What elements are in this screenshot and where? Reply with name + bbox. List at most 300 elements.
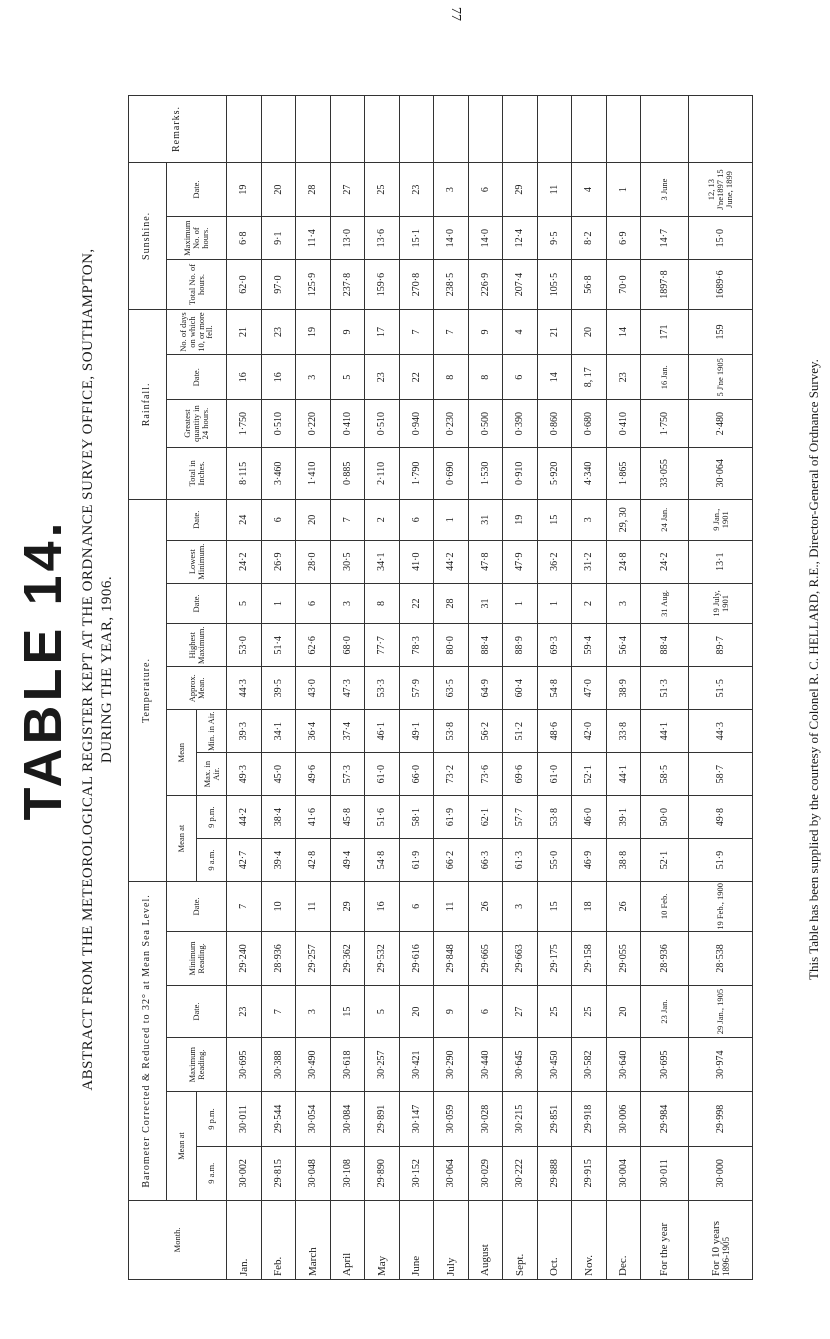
s-max-cell: 12·4 [503, 217, 538, 260]
remarks-cell [330, 96, 365, 163]
b-max-date-cell: 7 [261, 986, 296, 1038]
b-max-cell: 30·440 [468, 1038, 503, 1092]
s-max-date-cell: 11 [537, 162, 572, 216]
t-low-date-cell: 29, 30 [606, 499, 641, 540]
r-days-cell: 17 [365, 309, 400, 354]
r-24h-cell: 0·940 [399, 400, 434, 447]
r-total-cell: 0·910 [503, 447, 538, 499]
b-pm-cell: 30·059 [434, 1092, 469, 1146]
t-low-cell: 28·0 [296, 540, 331, 583]
t-max-air-cell: 52·1 [572, 753, 607, 796]
b-am-cell: 30·000 [689, 1146, 753, 1200]
month-label: For the year [658, 1222, 671, 1276]
b-pm-cell: 29·891 [365, 1092, 400, 1146]
b-am-cell: 30·004 [606, 1146, 641, 1200]
remarks-cell [399, 96, 434, 163]
group-remarks: Remarks. [129, 96, 227, 163]
col-rain-days: No. of days on which 10, or more fell. [167, 309, 227, 354]
t-pm-cell: 41·6 [296, 796, 331, 839]
col-temp-highest: Highest Maximum. [167, 624, 227, 667]
t-max-air-cell: 49·6 [296, 753, 331, 796]
year-total-row [641, 96, 689, 1280]
s-total-cell: 207·4 [503, 260, 538, 310]
meteorological-table-wrapper [128, 95, 753, 1280]
b-max-date-cell: 25 [572, 986, 607, 1038]
t-pm-cell: 45·8 [330, 796, 365, 839]
t-high-date-cell: 6 [296, 583, 331, 624]
r-24h-cell: 0·220 [296, 400, 331, 447]
s-max-date-cell: 27 [330, 162, 365, 216]
r-24h-date-cell: 5 J'ne 1905 [689, 355, 753, 400]
t-approx-cell: 63·5 [434, 667, 469, 710]
t-high-date-cell: 8 [365, 583, 400, 624]
b-pm-cell: 30·084 [330, 1092, 365, 1146]
b-min-date-cell: 3 [503, 882, 538, 932]
b-pm-cell: 30·215 [503, 1092, 538, 1146]
r-24h-cell: 0·510 [365, 400, 400, 447]
remarks-cell [261, 96, 296, 163]
r-days-cell: 21 [227, 309, 262, 354]
b-max-date-cell: 27 [503, 986, 538, 1038]
r-24h-date-cell: 22 [399, 355, 434, 400]
b-min-cell: 29·532 [365, 931, 400, 985]
t-am-cell: 54·8 [365, 839, 400, 882]
r-24h-date-cell: 23 [365, 355, 400, 400]
r-total-cell: 33·055 [641, 447, 689, 499]
t-am-cell: 39·4 [261, 839, 296, 882]
t-min-air-cell: 42·0 [572, 710, 607, 753]
b-max-cell: 30·290 [434, 1038, 469, 1092]
t-max-air-cell: 58·7 [689, 753, 753, 796]
b-max-cell: 30·421 [399, 1038, 434, 1092]
s-max-cell: 11·4 [296, 217, 331, 260]
t-low-date-cell: 1 [434, 499, 469, 540]
month-label: April [341, 1252, 354, 1276]
s-max-cell: 14·0 [468, 217, 503, 260]
month-cell [641, 1200, 689, 1279]
s-total-cell: 105·5 [537, 260, 572, 310]
t-high-date-cell: 19 July, 1901 [689, 583, 753, 624]
s-max-cell: 13·0 [330, 217, 365, 260]
r-24h-date-cell: 16 [261, 355, 296, 400]
group-barometer: Barometer Corrected & Reduced to 32° at Mean Sea Level. [129, 882, 167, 1201]
table-subtitle-line1: ABSTRACT FROM THE METEOROLOGICAL REGISTER KEPT AT THE ORDNANCE SURVEY OFFICE, SOUTHAMPTON, [80, 248, 96, 1091]
t-low-cell: 47·9 [503, 540, 538, 583]
t-high-cell: 59·4 [572, 624, 607, 667]
r-24h-date-cell: 5 [330, 355, 365, 400]
t-high-date-cell: 3 [330, 583, 365, 624]
group-temperature: Temperature. [129, 499, 167, 881]
r-total-cell: 4·340 [572, 447, 607, 499]
t-pm-cell: 61·9 [434, 796, 469, 839]
t-min-air-cell: 53·8 [434, 710, 469, 753]
t-low-date-cell: 6 [261, 499, 296, 540]
r-24h-cell: 0·680 [572, 400, 607, 447]
remarks-cell [641, 96, 689, 163]
s-total-cell: 97·0 [261, 260, 296, 310]
table-row [503, 96, 538, 1280]
s-total-cell: 70·0 [606, 260, 641, 310]
table-row [330, 96, 365, 1280]
s-max-date-cell: 3 June [641, 162, 689, 216]
b-min-cell: 29·175 [537, 931, 572, 985]
b-max-cell: 30·618 [330, 1038, 365, 1092]
b-am-cell: 30·064 [434, 1146, 469, 1200]
s-max-date-cell: 20 [261, 162, 296, 216]
t-high-date-cell: 22 [399, 583, 434, 624]
b-am-cell: 30·152 [399, 1146, 434, 1200]
b-min-cell: 28·538 [689, 931, 753, 985]
s-total-cell: 56·8 [572, 260, 607, 310]
t-low-cell: 31·2 [572, 540, 607, 583]
s-max-date-cell: 12, 13 J'ne1897 15 June, 1899 [689, 162, 753, 216]
r-24h-cell: 1·750 [641, 400, 689, 447]
t-high-cell: 88·9 [503, 624, 538, 667]
t-max-air-cell: 58·5 [641, 753, 689, 796]
r-days-cell: 171 [641, 309, 689, 354]
t-low-cell: 47·8 [468, 540, 503, 583]
b-am-cell: 29·915 [572, 1146, 607, 1200]
s-max-cell: 14·7 [641, 217, 689, 260]
month-sub-label: 1896-1905 [720, 1237, 731, 1276]
t-high-date-cell: 31 Aug. [641, 583, 689, 624]
b-min-date-cell: 15 [537, 882, 572, 932]
r-24h-date-cell: 3 [296, 355, 331, 400]
table-row [227, 96, 262, 1280]
t-high-date-cell: 1 [261, 583, 296, 624]
remarks-cell [227, 96, 262, 163]
b-min-date-cell: 11 [296, 882, 331, 932]
b-max-date-cell: 5 [365, 986, 400, 1038]
t-high-date-cell: 31 [468, 583, 503, 624]
t-min-air-cell: 44·1 [641, 710, 689, 753]
t-approx-cell: 53·3 [365, 667, 400, 710]
col-baro-min: Minimum Reading. [167, 931, 227, 985]
b-pm-cell: 29·544 [261, 1092, 296, 1146]
s-total-cell: 237·8 [330, 260, 365, 310]
ten-year-row [689, 96, 753, 1280]
r-24h-date-cell: 23 [606, 355, 641, 400]
r-24h-date-cell: 16 Jan. [641, 355, 689, 400]
s-max-cell: 15·0 [689, 217, 753, 260]
t-low-cell: 24·8 [606, 540, 641, 583]
s-max-date-cell: 28 [296, 162, 331, 216]
b-max-date-cell: 9 [434, 986, 469, 1038]
b-min-cell: 29·848 [434, 931, 469, 985]
b-pm-cell: 29·851 [537, 1092, 572, 1146]
t-pm-cell: 49·8 [689, 796, 753, 839]
t-low-cell: 30·5 [330, 540, 365, 583]
col-temp-lowest: Lowest Minimum. [167, 540, 227, 583]
b-pm-cell: 30·006 [606, 1092, 641, 1146]
t-pm-cell: 39·1 [606, 796, 641, 839]
t-pm-cell: 46·0 [572, 796, 607, 839]
t-low-date-cell: 9 Jan., 1901 [689, 499, 753, 540]
t-high-cell: 88·4 [641, 624, 689, 667]
group-rainfall: Rainfall. [129, 309, 167, 499]
t-low-cell: 41·0 [399, 540, 434, 583]
col-temp-min-air: Min. in Air. [197, 710, 227, 753]
r-24h-date-cell: 8, 17 [572, 355, 607, 400]
t-am-cell: 55·0 [537, 839, 572, 882]
s-max-cell: 13·6 [365, 217, 400, 260]
t-min-air-cell: 39·3 [227, 710, 262, 753]
s-total-cell: 238·5 [434, 260, 469, 310]
r-24h-date-cell: 6 [503, 355, 538, 400]
t-high-cell: 89·7 [689, 624, 753, 667]
t-low-cell: 34·1 [365, 540, 400, 583]
t-am-cell: 61·9 [399, 839, 434, 882]
month-label: March [306, 1247, 319, 1276]
t-high-date-cell: 5 [227, 583, 262, 624]
remarks-cell [572, 96, 607, 163]
month-cell [365, 1200, 400, 1279]
b-min-cell: 29·055 [606, 931, 641, 985]
col-rain-24h-date: Date. [167, 355, 227, 400]
t-approx-cell: 39·5 [261, 667, 296, 710]
s-max-cell: 6·9 [606, 217, 641, 260]
t-low-date-cell: 20 [296, 499, 331, 540]
t-am-cell: 46·9 [572, 839, 607, 882]
r-24h-date-cell: 14 [537, 355, 572, 400]
table-row [434, 96, 469, 1280]
t-low-date-cell: 3 [572, 499, 607, 540]
month-label: July [444, 1257, 457, 1276]
r-days-cell: 21 [537, 309, 572, 354]
t-approx-cell: 54·8 [537, 667, 572, 710]
t-approx-cell: 43·0 [296, 667, 331, 710]
t-pm-cell: 53·8 [537, 796, 572, 839]
b-max-cell: 30·695 [227, 1038, 262, 1092]
month-cell [227, 1200, 262, 1279]
t-high-date-cell: 1 [503, 583, 538, 624]
t-min-air-cell: 34·1 [261, 710, 296, 753]
r-total-cell: 1·865 [606, 447, 641, 499]
b-max-cell: 30·257 [365, 1038, 400, 1092]
month-cell [434, 1200, 469, 1279]
t-am-cell: 51·9 [689, 839, 753, 882]
b-min-cell: 29·240 [227, 931, 262, 985]
b-max-date-cell: 25 [537, 986, 572, 1038]
col-temp-lowest-date: Date. [167, 499, 227, 540]
table-row [572, 96, 607, 1280]
col-sun-total: Total No. of hours. [167, 260, 227, 310]
t-am-cell: 52·1 [641, 839, 689, 882]
t-low-date-cell: 24 Jan. [641, 499, 689, 540]
month-label: Oct. [548, 1257, 561, 1276]
s-total-cell: 1897·8 [641, 260, 689, 310]
r-total-cell: 0·690 [434, 447, 469, 499]
t-low-date-cell: 2 [365, 499, 400, 540]
r-24h-cell: 0·410 [330, 400, 365, 447]
b-max-cell: 30·388 [261, 1038, 296, 1092]
b-pm-cell: 29·998 [689, 1092, 753, 1146]
t-pm-cell: 62·1 [468, 796, 503, 839]
col-temp-highest-date: Date. [167, 583, 227, 624]
col-baro-min-date: Date. [167, 882, 227, 932]
r-total-cell: 1·410 [296, 447, 331, 499]
r-total-cell: 5·920 [537, 447, 572, 499]
r-24h-cell: 0·230 [434, 400, 469, 447]
remarks-cell [503, 96, 538, 163]
r-24h-cell: 2·480 [689, 400, 753, 447]
b-pm-cell: 30·054 [296, 1092, 331, 1146]
month-cell [572, 1200, 607, 1279]
r-days-cell: 7 [399, 309, 434, 354]
t-min-air-cell: 48·6 [537, 710, 572, 753]
s-total-cell: 226·9 [468, 260, 503, 310]
t-pm-cell: 44·2 [227, 796, 262, 839]
month-cell [537, 1200, 572, 1279]
t-min-air-cell: 56·2 [468, 710, 503, 753]
b-max-cell: 30·490 [296, 1038, 331, 1092]
table-body [227, 96, 753, 1280]
t-high-cell: 56·4 [606, 624, 641, 667]
remarks-cell [606, 96, 641, 163]
t-approx-cell: 51·5 [689, 667, 753, 710]
t-low-date-cell: 19 [503, 499, 538, 540]
s-max-cell: 6·8 [227, 217, 262, 260]
col-rain-24h: Greatest quantity in 24 hours. [167, 400, 227, 447]
t-approx-cell: 47·0 [572, 667, 607, 710]
t-high-cell: 78·3 [399, 624, 434, 667]
table-row [261, 96, 296, 1280]
table-row [537, 96, 572, 1280]
b-min-date-cell: 26 [606, 882, 641, 932]
t-high-cell: 69·3 [537, 624, 572, 667]
t-high-cell: 88·4 [468, 624, 503, 667]
t-am-cell: 66·3 [468, 839, 503, 882]
r-24h-date-cell: 8 [434, 355, 469, 400]
month-label: August [479, 1244, 492, 1276]
t-max-air-cell: 57·3 [330, 753, 365, 796]
month-cell [689, 1200, 753, 1279]
b-am-cell: 29·815 [261, 1146, 296, 1200]
remarks-cell [537, 96, 572, 163]
b-min-date-cell: 18 [572, 882, 607, 932]
b-min-cell: 29·257 [296, 931, 331, 985]
b-max-date-cell: 23 Jan. [641, 986, 689, 1038]
page-number: 77 [448, 7, 463, 21]
footnote-strip [800, 0, 830, 1339]
r-total-cell: 3·460 [261, 447, 296, 499]
r-24h-cell: 0·510 [261, 400, 296, 447]
t-low-cell: 24·2 [227, 540, 262, 583]
b-am-cell: 30·029 [468, 1146, 503, 1200]
t-max-air-cell: 45·0 [261, 753, 296, 796]
col-temp-am: 9 a.m. [197, 839, 227, 882]
table-row [468, 96, 503, 1280]
t-min-air-cell: 33·8 [606, 710, 641, 753]
b-min-date-cell: 7 [227, 882, 262, 932]
t-low-cell: 36·2 [537, 540, 572, 583]
b-max-cell: 30·645 [503, 1038, 538, 1092]
remarks-cell [296, 96, 331, 163]
col-baro-pm: 9 p.m. [197, 1092, 227, 1146]
s-max-date-cell: 19 [227, 162, 262, 216]
month-label: Nov. [582, 1255, 595, 1276]
b-min-cell: 28·936 [641, 931, 689, 985]
remarks-cell [468, 96, 503, 163]
t-am-cell: 42·8 [296, 839, 331, 882]
b-max-date-cell: 6 [468, 986, 503, 1038]
month-label: Sept. [513, 1253, 526, 1276]
table-heading [0, 0, 125, 1339]
col-rain-total: Total in Inches. [167, 447, 227, 499]
s-max-cell: 15·1 [399, 217, 434, 260]
r-24h-cell: 0·860 [537, 400, 572, 447]
r-days-cell: 159 [689, 309, 753, 354]
r-total-cell: 8·115 [227, 447, 262, 499]
t-approx-cell: 44·3 [227, 667, 262, 710]
b-pm-cell: 29·984 [641, 1092, 689, 1146]
month-cell [503, 1200, 538, 1279]
t-approx-cell: 47·3 [330, 667, 365, 710]
b-max-date-cell: 20 [606, 986, 641, 1038]
b-max-date-cell: 23 [227, 986, 262, 1038]
b-max-date-cell: 20 [399, 986, 434, 1038]
r-24h-cell: 0·390 [503, 400, 538, 447]
table-row [399, 96, 434, 1280]
b-pm-cell: 30·028 [468, 1092, 503, 1146]
t-pm-cell: 57·7 [503, 796, 538, 839]
col-sun-date: Date. [167, 162, 227, 216]
t-approx-cell: 60·4 [503, 667, 538, 710]
col-month-header: Month. [129, 1200, 227, 1279]
r-days-cell: 14 [606, 309, 641, 354]
s-max-date-cell: 3 [434, 162, 469, 216]
group-sunshine: Sunshine. [129, 162, 167, 309]
s-total-cell: 270·8 [399, 260, 434, 310]
t-approx-cell: 64·9 [468, 667, 503, 710]
t-high-date-cell: 3 [606, 583, 641, 624]
table-row [365, 96, 400, 1280]
t-high-cell: 80·0 [434, 624, 469, 667]
r-days-cell: 9 [468, 309, 503, 354]
t-max-air-cell: 73·6 [468, 753, 503, 796]
b-min-date-cell: 26 [468, 882, 503, 932]
s-max-date-cell: 1 [606, 162, 641, 216]
s-max-cell: 9·1 [261, 217, 296, 260]
t-low-date-cell: 6 [399, 499, 434, 540]
s-total-cell: 125·9 [296, 260, 331, 310]
t-high-cell: 51·4 [261, 624, 296, 667]
t-pm-cell: 51·6 [365, 796, 400, 839]
b-min-date-cell: 19 Feb., 1900 [689, 882, 753, 932]
s-total-cell: 159·6 [365, 260, 400, 310]
t-low-cell: 26·9 [261, 540, 296, 583]
table-title: TABLE 14. [13, 518, 73, 821]
b-max-date-cell: 29 Jan., 1905 [689, 986, 753, 1038]
r-days-cell: 19 [296, 309, 331, 354]
month-label: Dec. [617, 1255, 630, 1276]
r-total-cell: 0·885 [330, 447, 365, 499]
s-total-cell: 1689·6 [689, 260, 753, 310]
remarks-cell [689, 96, 753, 163]
t-pm-cell: 50·0 [641, 796, 689, 839]
t-min-air-cell: 44·3 [689, 710, 753, 753]
t-low-date-cell: 31 [468, 499, 503, 540]
t-min-air-cell: 36·4 [296, 710, 331, 753]
t-max-air-cell: 66·0 [399, 753, 434, 796]
b-max-cell: 30·450 [537, 1038, 572, 1092]
t-low-cell: 13·1 [689, 540, 753, 583]
s-max-date-cell: 4 [572, 162, 607, 216]
t-min-air-cell: 37·4 [330, 710, 365, 753]
t-low-cell: 24·2 [641, 540, 689, 583]
b-min-cell: 28·936 [261, 931, 296, 985]
t-high-date-cell: 2 [572, 583, 607, 624]
